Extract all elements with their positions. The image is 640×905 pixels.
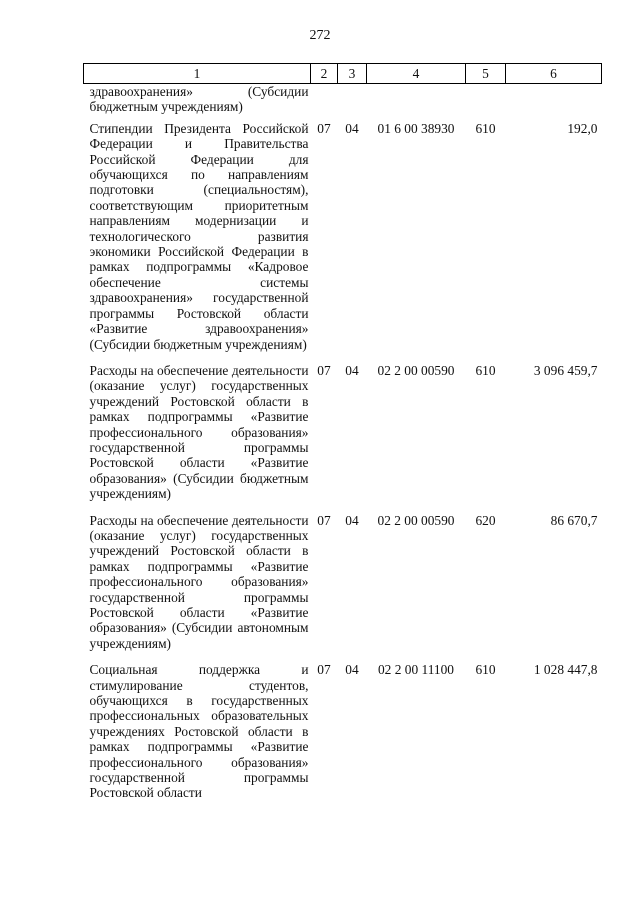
row-subsection: 04 [345, 662, 359, 678]
header-col-1: 1 [84, 64, 311, 84]
row-section: 07 [317, 362, 331, 378]
table-row [84, 656, 602, 806]
header-col-3: 3 [338, 64, 367, 84]
row-description: Социальная поддержка и стимулирование студентов, обучающихся в государственных профессиональных образовательных учреждениях Ростовской области в рамках подпрограммы «Развитие профессионального образования» государственной программы Ростовской области [89, 662, 309, 801]
row-subsection [338, 84, 367, 115]
row-type [466, 84, 506, 115]
header-col-4: 4 [367, 64, 466, 84]
row-target: 01 6 00 38930 [377, 120, 455, 136]
row-description: Расходы на обеспечение деятельности (оказание услуг) государственных учреждений Ростовской области в рамках подпрограммы «Развитие профессионального образования» государственной программы Ростовской области «Развитие образования» (Субсидии бюджетным учреждениям) [89, 362, 309, 502]
row-description: здравоохранения» (Субсидии бюджетным учреждениям) [89, 84, 309, 115]
row-type: 610 [475, 362, 496, 378]
budget-table [83, 63, 602, 806]
row-target: 02 2 00 00590 [377, 512, 455, 528]
row-subsection: 04 [345, 120, 359, 136]
row-amount [506, 84, 602, 115]
row-amount: 3 096 459,7 [533, 362, 598, 378]
row-amount: 86 670,7 [550, 512, 598, 528]
row-description: Расходы на обеспечение деятельности (оказание услуг) государственных учреждений Ростовской области в рамках подпрограммы «Развитие профессионального образования» государственной программы Ростовской области «Развитие образования» (Субсидии автономным учреждениям) [89, 512, 309, 651]
row-target: 02 2 00 11100 [377, 662, 454, 678]
table-row [84, 507, 602, 657]
row-target: 02 2 00 00590 [377, 362, 455, 378]
row-section: 07 [317, 512, 331, 528]
row-subsection: 04 [345, 362, 359, 378]
row-section: 07 [317, 120, 331, 136]
table-row [84, 84, 602, 115]
row-section [311, 84, 338, 115]
row-target [367, 84, 466, 115]
row-amount: 192,0 [567, 120, 598, 136]
row-type: 620 [475, 512, 496, 528]
page-number: 272 [309, 28, 331, 43]
row-type: 610 [475, 662, 496, 678]
table-header [84, 64, 602, 84]
table-row [84, 357, 602, 507]
row-subsection: 04 [345, 512, 359, 528]
row-section: 07 [317, 662, 331, 678]
row-amount: 1 028 447,8 [533, 662, 598, 678]
row-description: Стипендии Президента Российской Федерации и Правительства Российской Федерации для обучающихся по направлениям подготовки (специальностям), соответствующим приоритетным направлениям модернизации и технологического развития экономики Российской Федерации в рамках подпрограммы «Кадровое обеспечение системы здравоохранения» государственной программы Ростовской области «Развитие здравоохранения» (Субсидии бюджетным учреждениям) [89, 120, 309, 352]
header-col-5: 5 [466, 64, 506, 84]
header-col-2: 2 [311, 64, 338, 84]
row-type: 610 [475, 120, 496, 136]
table-row [84, 115, 602, 357]
header-col-6: 6 [506, 64, 602, 84]
